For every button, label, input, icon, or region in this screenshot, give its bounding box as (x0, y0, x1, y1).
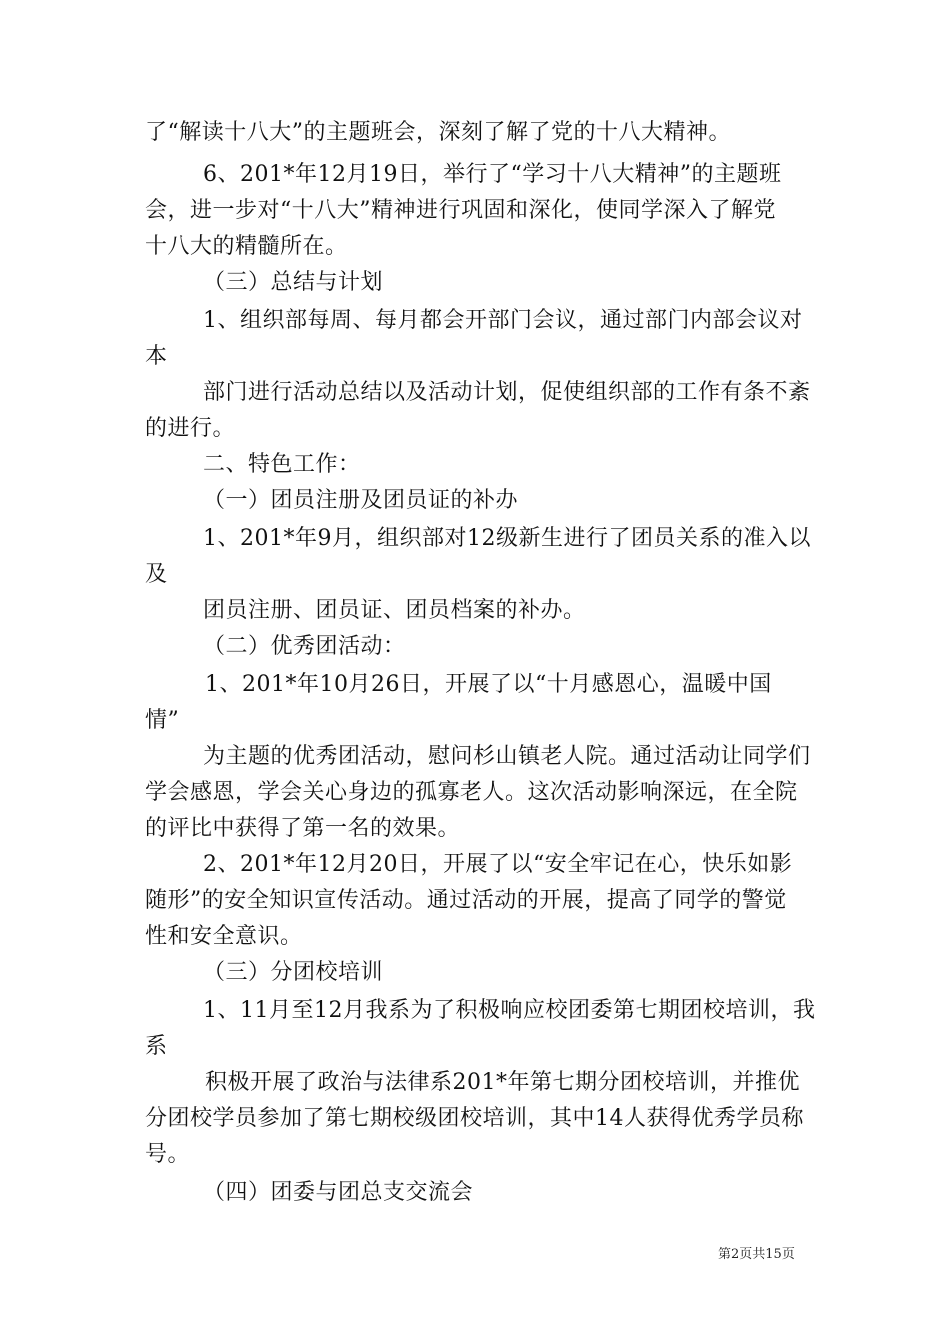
text-line: 会，进一步对“十八大”精神进行巩固和深化，使同学深入了解党 (145, 198, 776, 223)
text-line: 部门进行活动总结以及活动计划，促使组织部的工作有条不紊 (203, 380, 811, 405)
section-heading: （四）团委与团总支交流会 (203, 1180, 474, 1205)
text-line: 十八大的精髓所在。 (145, 234, 348, 259)
section-heading: （三）总结与计划 (203, 270, 384, 295)
section-heading: （二）优秀团活动： (203, 634, 406, 659)
text-line: 1、组织部每周、每月都会开部门会议，通过部门内部会议对 (203, 308, 803, 333)
text-line: 学会感恩，学会关心身边的孤寡老人。这次活动影响深远，在全院 (145, 780, 798, 805)
text-line: 分团校学员参加了第七期校级团校培训，其中14人获得优秀学员称 (145, 1106, 804, 1131)
text-line: 6、201*年12月19日，举行了“学习十八大精神”的主题班 (203, 162, 782, 187)
text-line: 及 (145, 562, 168, 587)
section-heading: （一）团员注册及团员证的补办 (203, 488, 519, 513)
text-line: 为主题的优秀团活动，慰问杉山镇老人院。通过活动让同学们 (203, 744, 811, 769)
text-line: 积极开展了政治与法律系201*年第七期分团校培训，并推优 (205, 1070, 800, 1095)
section-heading: （三）分团校培训 (203, 960, 384, 985)
text-line: 2、201*年12月20日，开展了以“安全牢记在心，快乐如影 (203, 852, 793, 877)
text-line: 的评比中获得了第一名的效果。 (145, 816, 461, 841)
text-line: 本 (145, 344, 168, 369)
text-line: 号。 (145, 1142, 191, 1167)
text-line: 1、201*年9月，组织部对12级新生进行了团员关系的准入以 (203, 526, 811, 551)
text-line: 情” (145, 708, 180, 733)
page-number: 第2页共15页 (718, 1247, 795, 1262)
text-line: 系 (145, 1034, 168, 1059)
text-line: 随形”的安全知识宣传活动。通过活动的开展，提高了同学的警觉 (145, 888, 787, 913)
text-line: 性和安全意识。 (145, 924, 303, 949)
text-line: 1、201*年10月26日，开展了以“十月感恩心，温暖中国 (205, 672, 772, 697)
text-line: 1、11月至12月我系为了积极响应校团委第七期团校培训，我 (203, 998, 816, 1023)
text-line: 的进行。 (145, 416, 236, 441)
text-line: 团员注册、团员证、团员档案的补办。 (203, 598, 586, 623)
text-line: 了“解读十八大”的主题班会，深刻了解了党的十八大精神。 (145, 120, 731, 145)
section-heading: 二、特色工作： (203, 452, 361, 477)
